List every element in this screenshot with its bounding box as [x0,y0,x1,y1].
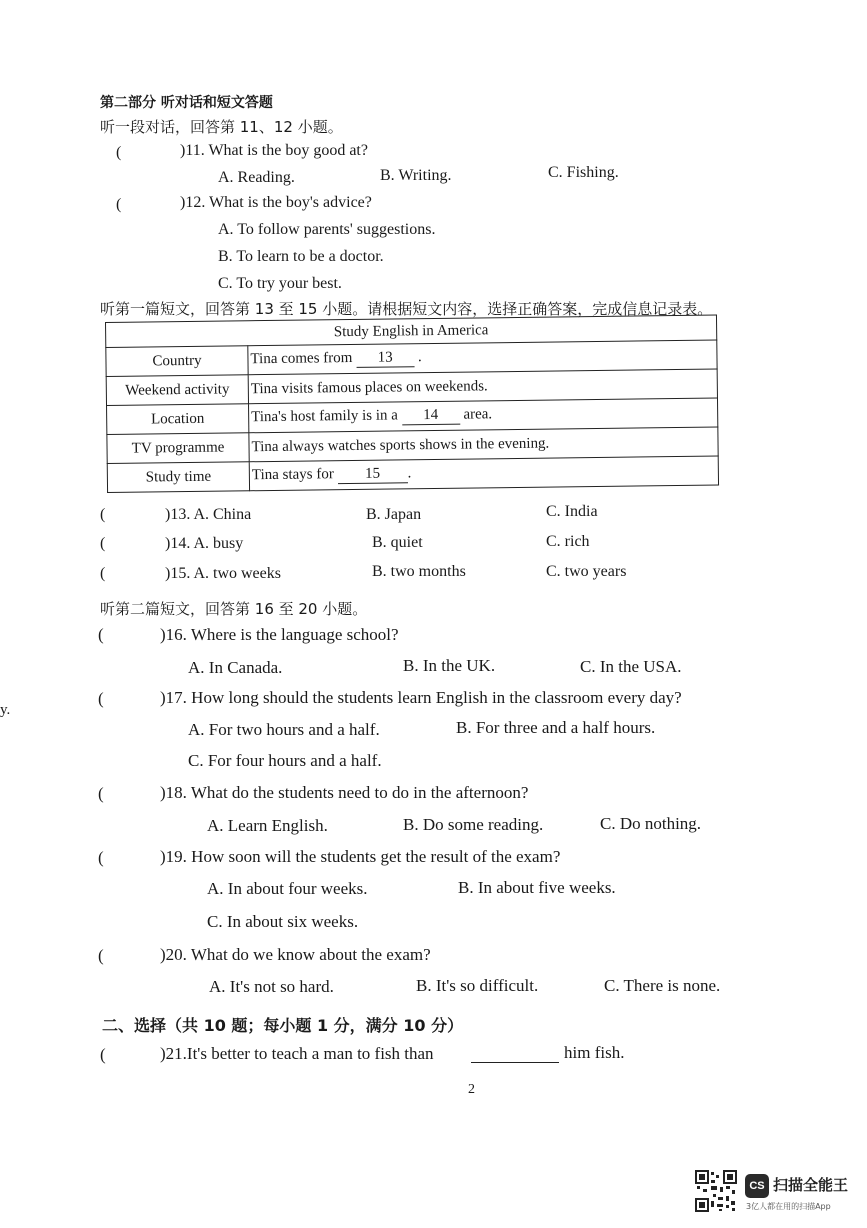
answer-paren-18[interactable]: ( [98,784,104,803]
question-19-option-c: C. In about six weeks. [207,912,359,931]
question-14-option-b: B. quiet [372,534,423,551]
blank-13[interactable]: 13 [356,349,414,368]
question-16-option-b: B. In the UK. [403,656,496,675]
answer-paren-13[interactable]: ( [100,506,106,523]
table-value-post: area. [463,406,493,423]
question-18-option-a: A. Learn English. [207,816,328,835]
question-12-stem: )12. What is the boy's advice? [180,194,372,211]
question-14-option-c: C. rich [546,533,590,550]
blank-21[interactable] [471,1062,559,1063]
question-11-stem: )11. What is the boy good at? [180,142,368,159]
question-16-option-a: A. In Canada. [188,658,283,677]
table-value-post: . [417,349,422,366]
passage1-instruction: 听第一篇短文，回答第 13 至 15 小题。请根据短文内容，选择正确答案，完成信息记录表。 [100,300,713,318]
question-11-option-a: A. Reading. [218,169,295,186]
question-19-option-b: B. In about five weeks. [458,878,616,897]
question-21-post: him fish. [564,1043,625,1062]
answer-paren-21[interactable]: ( [100,1045,106,1064]
table-key: Weekend activity [106,375,248,406]
table-value: Tina always watches sports shows in the evening. [251,435,550,455]
question-16-stem: )16. Where is the language school? [160,625,399,644]
question-12-option-c: C. To try your best. [218,275,342,292]
info-record-table [105,315,719,493]
table-title: Study English in America [106,315,717,347]
blank-14[interactable]: 14 [402,407,460,426]
question-13-stem: )13. A. China [165,506,252,523]
blank-15[interactable]: 15 [337,465,407,484]
scanner-tagline: 3亿人都在用的扫描App [746,1202,831,1211]
table-value: Tina visits famous places on weekends. [250,377,488,397]
question-17-option-a: A. For two hours and a half. [188,720,380,739]
question-15-option-c: C. two years [546,563,627,580]
scanner-logo-icon: CS [745,1174,769,1198]
question-20-stem: )20. What do we know about the exam? [160,945,431,964]
page-number: 2 [468,1082,475,1097]
question-18-stem: )18. What do the students need to do in the afternoon? [160,783,529,802]
question-12-option-a: A. To follow parents' suggestions. [218,221,436,238]
question-18-option-c: C. Do nothing. [600,814,702,833]
question-21-stem: )21.It's better to teach a man to fish than [160,1044,434,1063]
question-13-option-c: C. India [546,503,598,520]
table-key: Study time [107,462,249,493]
question-19-stem: )19. How soon will the students get the result of the exam? [160,847,561,866]
question-17-option-c: C. For four hours and a half. [188,751,382,770]
answer-paren-19[interactable]: ( [98,848,104,867]
question-15-option-b: B. two months [372,563,466,580]
question-20-option-c: C. There is none. [604,976,721,995]
question-18-option-b: B. Do some reading. [403,815,544,834]
table-value: Tina stays for [251,466,334,484]
question-17-option-b: B. For three and a half hours. [456,718,656,737]
answer-paren-11[interactable]: ( [116,144,122,161]
answer-paren-20[interactable]: ( [98,946,104,965]
table-value: Tina's host family is in a [251,407,399,426]
scanner-brand: 扫描全能王 [773,1176,849,1194]
qr-code-icon [695,1170,737,1212]
answer-paren-14[interactable]: ( [100,535,106,552]
question-16-option-c: C. In the USA. [580,657,682,676]
answer-paren-12[interactable]: ( [116,196,122,213]
margin-text: y. [0,702,11,718]
answer-paren-15[interactable]: ( [100,565,106,582]
table-key: Country [106,346,248,377]
dialog-instruction: 听一段对话，回答第 11、12 小题。 [100,118,343,136]
question-15-stem: )15. A. two weeks [165,565,281,582]
question-13-option-b: B. Japan [366,506,422,523]
passage2-instruction: 听第二篇短文，回答第 16 至 20 小题。 [100,600,368,618]
question-20-option-a: A. It's not so hard. [209,977,334,996]
question-11-option-c: C. Fishing. [548,164,619,181]
question-19-option-a: A. In about four weeks. [207,879,368,898]
section2-title: 二、选择（共 10 题；每小题 1 分，满分 10 分） [102,1016,464,1035]
answer-paren-16[interactable]: ( [98,625,104,644]
table-key: TV programme [107,433,249,464]
table-key: Location [107,404,249,435]
question-12-option-b: B. To learn to be a doctor. [218,248,384,265]
question-14-stem: )14. A. busy [165,535,244,552]
answer-paren-17[interactable]: ( [98,689,104,708]
part-title: 第二部分 听对话和短文答题 [100,95,273,111]
question-11-option-b: B. Writing. [380,167,452,184]
table-row [107,456,718,492]
table-value: Tina comes from [250,349,353,368]
question-20-option-b: B. It's so difficult. [416,976,539,995]
question-17-stem: )17. How long should the students learn English in the classroom every day? [160,688,682,707]
table-value-post: . [407,465,412,482]
